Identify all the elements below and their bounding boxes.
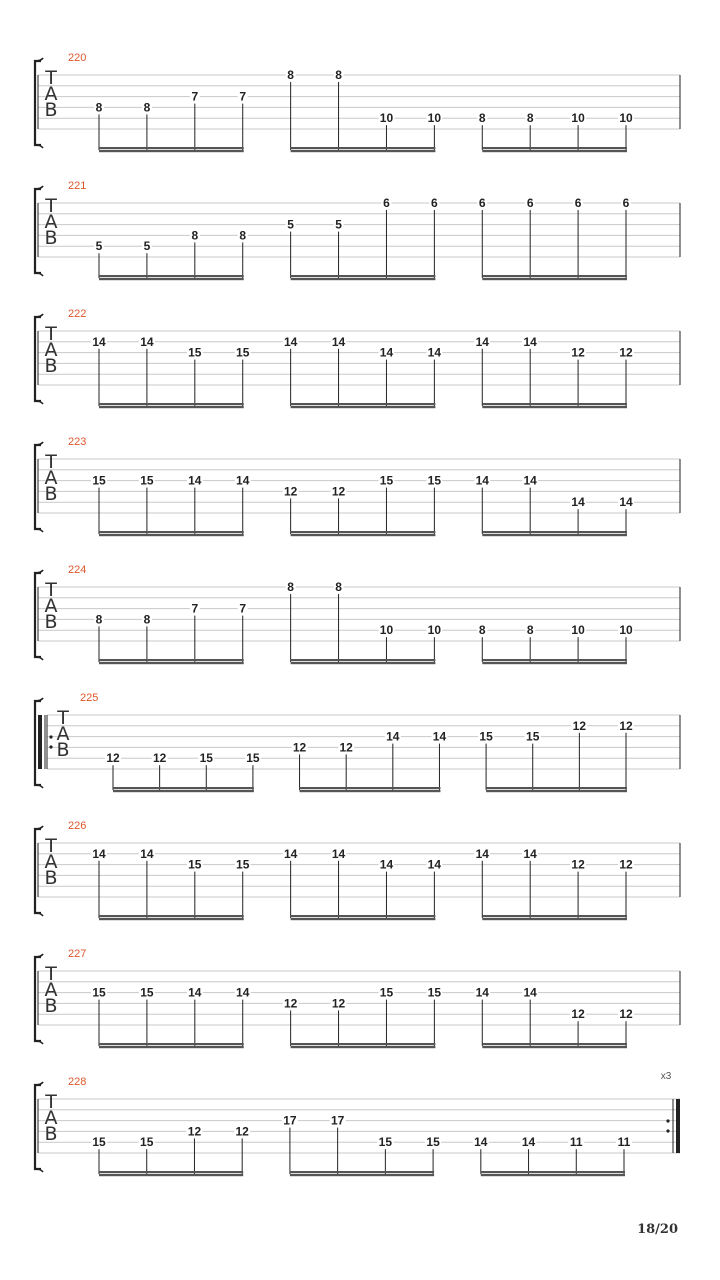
beam-secondary [291,662,436,664]
fret-number: 15 [92,985,106,1000]
fret-number: 6 [431,196,438,210]
tab-clef-letter: T [45,835,57,857]
beam-secondary [482,1046,627,1048]
measure-number: 222 [68,308,87,320]
beam-primary [291,531,436,533]
fret-number: 12 [572,718,587,733]
tab-clef-letter: T [45,451,57,473]
tab-clef-letter: A [44,83,58,105]
beam-secondary [99,406,244,408]
fret-number: 6 [574,196,582,210]
fret-number: 14 [523,473,537,488]
beam-primary [113,787,254,789]
beam-secondary [291,918,436,920]
fret-number: 15 [379,985,394,1000]
fret-number: 14 [475,846,489,861]
fret-number: 15 [426,1135,440,1150]
fret-number: 12 [571,345,585,360]
fret-number: 14 [188,473,202,488]
beam-primary [482,531,627,533]
tab-clef-letter: T [57,707,69,729]
beam-primary [481,1171,625,1173]
fret-number: 6 [478,196,486,210]
beam-primary [291,275,436,277]
tab-clef-letter: A [44,467,58,489]
fret-number: 12 [292,740,307,755]
fret-number: 14 [475,334,489,349]
repeat-end-thick-bar [676,1099,680,1153]
fret-number: 14 [475,473,489,488]
tab-system-226 [35,820,680,920]
tab-clef-letter: A [44,851,58,873]
repeat-start-thick-bar [38,715,42,769]
fret-number: 15 [199,751,213,766]
fret-number: 12 [339,740,353,755]
fret-number: 17 [330,1113,345,1128]
beam-secondary [99,150,244,152]
fret-number: 8 [335,68,342,82]
tab-clef-letter: T [45,323,57,345]
tab-clef-letter: B [44,483,58,505]
fret-number: 14 [379,345,394,360]
beam-secondary [482,918,627,920]
fret-number: 15 [140,1135,154,1150]
fret-number: 14 [140,846,154,861]
fret-number: 8 [239,228,247,243]
beam-primary [291,147,436,149]
fret-number: 12 [283,996,298,1011]
fret-number: 8 [287,580,294,594]
page-number: 18/20 [637,1222,678,1237]
fret-number: 15 [379,473,394,488]
fret-number: 15 [140,473,154,488]
fret-number: 12 [331,996,346,1011]
fret-number: 14 [236,473,250,488]
fret-number: 8 [526,623,534,638]
fret-number: 14 [521,1135,536,1150]
repeat-dot [666,1119,669,1122]
fret-number: 15 [236,345,250,360]
beam-secondary [113,790,254,792]
fret-number: 8 [526,111,534,126]
fret-number: 14 [427,345,442,360]
fret-number: 5 [335,217,342,232]
repeat-dot [49,745,52,748]
tab-clef-letter: B [44,611,58,633]
fret-number: 7 [239,601,247,616]
beam-secondary [291,406,436,408]
fret-number: 14 [92,334,106,349]
beam-secondary [482,278,627,280]
fret-number: 8 [95,100,103,115]
bracket-hook-top [35,442,43,445]
beam-primary [99,1043,244,1045]
beam-primary [291,403,436,405]
fret-number: 14 [236,985,250,1000]
bracket-hook-top [35,1082,43,1085]
fret-number: 5 [287,217,294,232]
fret-number: 12 [235,1124,249,1139]
beam-primary [482,147,627,149]
beam-secondary [99,918,244,920]
fret-number: 12 [619,857,633,872]
fret-number: 12 [106,751,120,766]
fret-number: 7 [191,601,199,616]
fret-number: 15 [479,729,493,744]
fret-number: 14 [475,985,489,1000]
beam-secondary [482,662,627,664]
bracket-hook-bottom [35,273,43,276]
tab-clef-letter: A [44,595,58,617]
fret-number: 8 [95,612,103,627]
fret-number: 12 [331,484,346,499]
fret-number: 14 [523,846,537,861]
fret-number: 17 [283,1113,297,1128]
beam-primary [99,1171,243,1173]
repeat-dot [49,735,52,738]
fret-number: 14 [427,857,442,872]
measure-number: 225 [80,692,99,704]
tab-clef-letter: B [44,227,58,249]
tab-system-220 [35,52,680,152]
fret-number: 14 [432,729,447,744]
fret-number: 12 [187,1124,202,1139]
fret-number: 8 [191,228,199,243]
beam-primary [300,787,441,789]
tab-clef-letter: B [44,995,58,1017]
tab-clef-letter: B [44,1123,58,1145]
fret-number: 12 [619,1007,633,1022]
fret-number: 14 [619,495,633,510]
fret-number: 14 [188,985,202,1000]
bracket-hook-top [35,954,43,957]
repeat-count: x3 [660,1071,672,1082]
fret-number: 15 [526,729,540,744]
beam-secondary [290,1174,434,1176]
fret-number: 14 [331,334,346,349]
beam-secondary [99,1174,243,1176]
fret-number: 14 [474,1135,488,1150]
measure-number: 227 [68,948,87,960]
bracket-hook-top [35,314,43,317]
tab-clef-letter: T [45,1091,57,1113]
fret-number: 14 [571,495,585,510]
beam-secondary [99,534,244,536]
beam-secondary [486,790,627,792]
beam-secondary [291,1046,436,1048]
fret-number: 12 [571,857,585,872]
beam-secondary [481,1174,625,1176]
fret-number: 15 [427,985,442,1000]
fret-number: 5 [95,239,103,254]
fret-number: 15 [427,473,442,488]
beam-primary [486,787,627,789]
tab-system-222 [35,308,680,408]
beam-secondary [99,278,244,280]
fret-number: 5 [143,239,151,254]
beam-primary [482,659,627,661]
bracket-hook-bottom [35,657,43,660]
fret-number: 14 [92,846,106,861]
fret-number: 12 [619,718,633,733]
fret-number: 15 [236,857,250,872]
beam-primary [291,1043,436,1045]
bracket-hook-bottom [35,1169,43,1172]
bracket-hook-top [35,570,43,573]
fret-number: 14 [523,985,537,1000]
measure-number: 223 [68,436,87,448]
fret-number: 11 [569,1135,583,1150]
tab-system-225 [35,692,680,792]
fret-number: 8 [478,623,486,638]
measure-number: 224 [68,564,87,576]
fret-number: 12 [619,345,633,360]
bracket-hook-top [35,58,43,61]
beam-primary [99,403,244,405]
fret-number: 14 [140,334,154,349]
beam-secondary [482,534,627,536]
bracket-hook-bottom [35,529,43,532]
fret-number: 14 [379,857,394,872]
tab-system-221 [35,180,680,280]
beam-secondary [99,662,244,664]
beam-primary [482,915,627,917]
fret-number: 10 [571,111,585,126]
beam-secondary [291,534,436,536]
fret-number: 15 [140,985,154,1000]
beam-primary [482,403,627,405]
fret-number: 10 [379,111,394,126]
tab-system-227 [35,948,680,1048]
tab-clef-letter: B [44,99,58,121]
fret-number: 14 [386,729,400,744]
bracket-hook-bottom [35,785,43,788]
fret-number: 10 [619,111,633,126]
fret-number: 8 [143,612,151,627]
fret-number: 12 [283,484,298,499]
beam-primary [99,147,244,149]
fret-number: 6 [383,196,390,210]
beam-secondary [291,150,436,152]
fret-number: 12 [571,1007,585,1022]
bracket-hook-bottom [35,401,43,404]
fret-number: 12 [152,751,167,766]
fret-number: 10 [427,111,442,126]
tab-system-223 [35,436,680,536]
beam-primary [99,915,244,917]
measure-number: 226 [68,820,87,832]
bracket-hook-top [35,826,43,829]
measure-number: 220 [68,52,87,64]
beam-primary [290,1171,434,1173]
fret-number: 8 [335,580,342,594]
measure-number: 221 [68,180,87,192]
tab-clef-letter: B [56,739,70,761]
beam-primary [99,275,244,277]
tab-system-224 [35,564,680,664]
bracket-hook-bottom [35,145,43,148]
beam-primary [482,1043,627,1045]
beam-primary [291,915,436,917]
tab-system-228 [35,1071,680,1176]
tab-clef-letter: T [45,579,57,601]
fret-number: 8 [143,100,151,115]
tab-clef-letter: B [44,355,58,377]
fret-number: 10 [619,623,633,638]
fret-number: 15 [188,857,202,872]
bracket-hook-top [35,698,43,701]
tab-clef-letter: A [44,339,58,361]
repeat-dot [666,1129,669,1132]
beam-secondary [482,150,627,152]
fret-number: 6 [526,196,534,210]
fret-number: 6 [622,196,630,210]
fret-number: 8 [478,111,486,126]
fret-number: 14 [283,846,298,861]
fret-number: 14 [523,334,537,349]
beam-secondary [291,278,436,280]
beam-primary [291,659,436,661]
fret-number: 15 [246,751,260,766]
fret-number: 7 [239,89,247,104]
tab-clef-letter: B [44,867,58,889]
fret-number: 8 [287,68,294,82]
fret-number: 15 [92,473,106,488]
fret-number: 10 [379,623,394,638]
bracket-hook-bottom [35,913,43,916]
beam-primary [482,275,627,277]
fret-number: 14 [283,334,298,349]
fret-number: 11 [617,1135,631,1150]
tab-clef-letter: T [45,67,57,89]
beam-secondary [482,406,627,408]
tab-clef-letter: A [56,723,70,745]
beam-secondary [300,790,441,792]
fret-number: 15 [188,345,202,360]
beam-secondary [99,1046,244,1048]
bracket-hook-bottom [35,1041,43,1044]
fret-number: 15 [378,1135,393,1150]
bracket-hook-top [35,186,43,189]
measure-number: 228 [68,1076,87,1088]
tab-clef-letter: A [44,211,58,233]
tab-clef-letter: T [45,195,57,217]
fret-number: 14 [331,846,346,861]
tab-clef-letter: A [44,979,58,1001]
fret-number: 10 [571,623,585,638]
fret-number: 15 [92,1135,106,1150]
fret-number: 10 [427,623,442,638]
fret-number: 7 [191,89,199,104]
beam-primary [99,531,244,533]
tab-clef-letter: A [44,1107,58,1129]
beam-primary [99,659,244,661]
tab-clef-letter: T [45,963,57,985]
